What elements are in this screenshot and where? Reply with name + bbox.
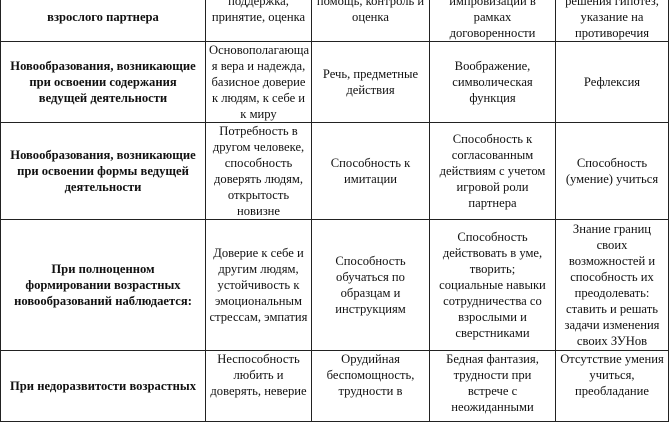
table-cell: [430, 123, 556, 220]
cell-text-line: Основополагающа: [209, 43, 310, 57]
cell-text-line: символическая: [452, 75, 533, 89]
cell-text-line: доверять людям,: [213, 172, 304, 186]
cell-text-line: трудности при: [453, 368, 532, 382]
cell-text-line: встрече с: [467, 384, 518, 398]
cell-text-line: учиться,: [589, 368, 635, 382]
row-header-line: при освоении содержания: [29, 75, 177, 89]
cell-text-line: (умение) учиться: [565, 172, 659, 186]
cell-text-line: Потребность в: [219, 124, 298, 138]
table-cell: [556, 0, 669, 42]
cell-text-line: рамках: [473, 10, 512, 24]
cell-text-line: возможностей и: [568, 254, 656, 268]
cell-text-line: Отсутствие умения: [560, 352, 664, 366]
cell-text-line: Бедная фантазия,: [446, 352, 539, 366]
cell-text-line: Доверие к себе и: [213, 246, 304, 260]
row-header-cell: [1, 123, 206, 220]
cell-text-line: социальные навыки: [439, 278, 546, 292]
cell-text-line: способность: [224, 156, 293, 170]
cell-text-line: другом человеке,: [212, 140, 305, 154]
table-cell: [206, 0, 312, 42]
row-header-line: формировании возрастных: [25, 278, 181, 292]
cell-text-line: инструкциям: [335, 302, 406, 316]
cell-text-line: противоречия: [574, 26, 649, 40]
table-cell: [206, 42, 312, 123]
row-header-line: Новообразования, возникающие: [10, 59, 196, 73]
cell-text-line: действия: [346, 83, 395, 97]
cell-text-line: творить;: [469, 262, 516, 276]
cell-text-line: к людям, к себе и: [211, 91, 306, 105]
row-header-cell: [1, 42, 206, 123]
row-header-cell: [1, 0, 206, 42]
cell-text-line: имитации: [344, 172, 397, 186]
cell-text-line: Воображение,: [454, 59, 531, 73]
cell-text-line: новизне: [236, 204, 281, 218]
cell-text-line: поддержка,: [228, 0, 289, 8]
table-row: [1, 0, 669, 42]
row-header-line: При полноценном: [51, 262, 155, 276]
cell-text-line: Способность: [576, 156, 648, 170]
table-cell: [206, 123, 312, 220]
table-cell: [312, 351, 430, 422]
cell-text-line: своих: [596, 238, 628, 252]
table-cell: [556, 220, 669, 351]
row-header-line: деятельности: [64, 180, 142, 194]
cell-text-line: Способность к: [452, 132, 533, 146]
cell-text-line: образцам и: [340, 286, 401, 300]
cell-text-line: действовать в уме,: [442, 246, 543, 260]
table-cell: [556, 42, 669, 123]
cell-text-line: способность их: [570, 270, 654, 284]
cell-text-line: любить и: [233, 368, 284, 382]
cell-text-line: функция: [469, 91, 516, 105]
cell-text-line: оценка: [352, 10, 389, 24]
table-cell: [556, 351, 669, 422]
cell-text-line: к миру: [240, 107, 277, 121]
cell-text-line: Знание границ: [572, 222, 652, 236]
row-header-line: ведущей деятельности: [38, 91, 168, 105]
row-header-line: при освоении формы ведущей: [17, 164, 189, 178]
cell-text-line: игровой роли: [456, 180, 529, 194]
cell-text-line: другим людям,: [218, 262, 299, 276]
table-cell: [312, 0, 430, 42]
cell-text-line: партнера: [468, 196, 517, 210]
cell-text-line: сверстниками: [455, 326, 530, 340]
cell-text-line: Неспособность: [217, 352, 300, 366]
cell-text-line: открытость: [227, 188, 290, 202]
table-body: [1, 0, 669, 422]
cell-text-line: указание на: [580, 10, 644, 24]
table-cell: [312, 123, 430, 220]
cell-text-line: стрессам, эмпатия: [209, 310, 308, 324]
cell-text-line: своих ЗУНов: [576, 334, 648, 348]
cell-text-line: Способность к: [330, 156, 411, 170]
cell-text-line: эмоциональным: [215, 294, 302, 308]
cell-text-line: базисное доверие: [211, 75, 306, 89]
cell-text-line: обучаться по: [336, 270, 405, 284]
cell-text-line: импровизации в: [449, 0, 536, 8]
table-cell: [556, 123, 669, 220]
table-cell: [430, 351, 556, 422]
table-row: [1, 351, 669, 422]
cell-text-line: взрослыми и: [458, 310, 527, 324]
table-row: [1, 42, 669, 123]
cell-text-line: договоренности: [449, 26, 536, 40]
table-row: [1, 220, 669, 351]
row-header-cell: [1, 220, 206, 351]
cell-text-line: преобладание: [575, 384, 649, 398]
cell-text-line: задачи изменения: [564, 318, 660, 332]
table-cell: [206, 220, 312, 351]
cell-text-line: преодолевать:: [574, 286, 650, 300]
cell-text-line: Способность: [335, 254, 406, 268]
table-cell: [430, 220, 556, 351]
table-cell: [430, 42, 556, 123]
table-cell: [312, 42, 430, 123]
cell-text-line: решения гипотез,: [565, 0, 659, 8]
row-header-line: новообразований наблюдается:: [14, 294, 192, 308]
row-header-cell: [1, 351, 206, 422]
table-cell: [430, 0, 556, 42]
cell-text-line: действиям с учетом: [439, 164, 546, 178]
row-header-line: Новообразования, возникающие: [10, 148, 196, 162]
cell-text-line: Способность: [457, 230, 528, 244]
cell-text-line: ставить и решать: [566, 302, 658, 316]
row-header-line: При недоразвитости возрастных: [9, 379, 196, 393]
cell-text-line: беспомощность,: [326, 368, 415, 382]
cell-text-line: я вера и надежда,: [211, 59, 306, 73]
cell-text-line: принятие, оценка: [211, 10, 306, 24]
cell-text-line: Орудийная: [341, 352, 400, 366]
cell-text-line: Речь, предметные: [322, 67, 419, 81]
cell-text-line: трудности в: [338, 384, 403, 398]
cell-text-line: сотрудничества со: [443, 294, 542, 308]
row-header-line: взрослого партнера: [47, 10, 159, 24]
cell-text-line: Рефлексия: [583, 75, 641, 89]
cell-text-line: доверять, неверие: [210, 384, 307, 398]
table-row: [1, 123, 669, 220]
cell-text-line: неожиданными: [451, 400, 534, 414]
cell-text-line: согласованным: [451, 148, 534, 162]
cell-text-line: помощь, контроль и: [316, 0, 425, 8]
cell-text-line: устойчивость к: [217, 278, 300, 292]
table-cell: [312, 220, 430, 351]
table-cell: [206, 351, 312, 422]
